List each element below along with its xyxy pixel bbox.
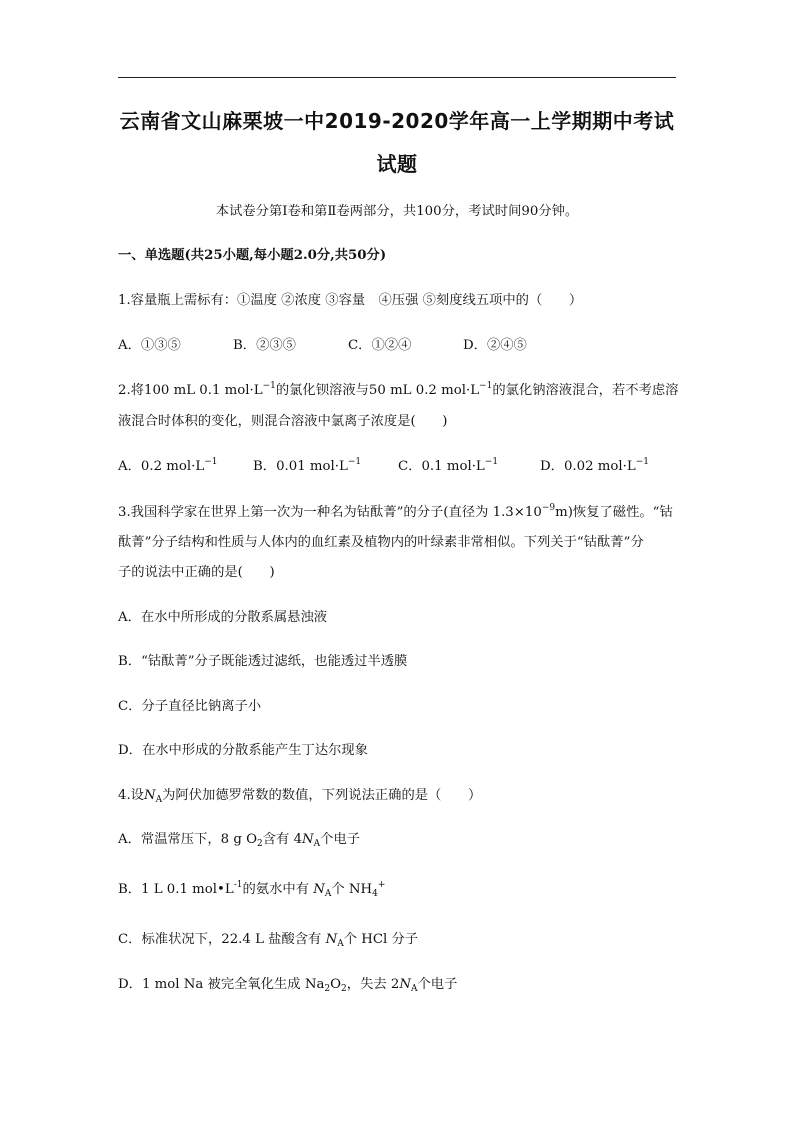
q1-option-b: B．②③⑤	[233, 338, 296, 353]
page-title-continued: 试题	[376, 152, 418, 176]
q4-superscript: +	[377, 880, 386, 890]
q4-subscript: A	[324, 889, 332, 899]
q2-text: 的氯化钡溶液与50 mL 0.2 mol·L	[275, 383, 480, 398]
section-heading: 一、单选题(共25小题,每小题2.0分,共50分)	[118, 248, 387, 263]
question-1-options	[118, 334, 527, 353]
q4-subscript: 2	[324, 984, 331, 994]
q2-exponent: −1	[479, 381, 493, 391]
q2-option-d	[540, 455, 649, 474]
q2-option-d-text: D．0.02 mol·L	[540, 459, 636, 474]
q2-option-c-text: C．0.1 mol·L	[398, 459, 485, 474]
q4-text: A．常温常压下，8 g O	[118, 832, 258, 847]
q2-option-b-text: B．0.01 mol·L	[253, 459, 348, 474]
q4-text: D．1 mol Na 被完全氧化生成 Na	[118, 977, 325, 992]
q2-exponent: −1	[484, 457, 499, 467]
q3-text: m)恢复了磁性。“钴	[555, 505, 673, 520]
q1-option-d: D．②④⑤	[463, 338, 527, 353]
q1-option-a: A．①③⑤	[118, 338, 181, 353]
question-4-stem	[118, 784, 481, 803]
q4-option-b	[118, 878, 385, 897]
q4-exponent: -1	[233, 880, 243, 890]
q4-symbol: N	[143, 788, 156, 803]
q4-symbol: N	[313, 882, 325, 897]
question-3-stem	[118, 501, 673, 520]
q3-option-d: D．在水中形成的分散系能产生丁达尔现象	[118, 743, 369, 758]
q2-exponent: −1	[347, 457, 362, 467]
q1-option-c: C．①②④	[348, 338, 412, 353]
q4-subscript: A	[411, 984, 418, 994]
q4-text: 含有 4	[262, 832, 303, 847]
q3-text: 3.我国科学家在世界上第一次为一种名为钴酞菁”的分子(直径为 1.3×10	[118, 505, 542, 520]
q3-option-b: B．“钴酞菁”分子既能透过滤纸，也能透过半透膜	[118, 654, 408, 669]
q4-text: O	[330, 977, 342, 992]
q4-subscript: A	[155, 795, 163, 805]
q4-text: 个 NH	[331, 882, 373, 897]
question-1-stem: 1.容量瓶上需标有：①温度 ②浓度 ③容量 ④压强 ⑤刻度线五项中的（ ）	[118, 293, 583, 308]
q2-option-b	[253, 455, 398, 474]
q4-text: 为阿伏加德罗常数的数值，下列说法正确的是（ ）	[162, 788, 482, 803]
question-3-stem-line2: 酞菁”分子结构和性质与人体内的血红素及植物内的叶绿素非常相似。下列关于“钴酞菁”分	[118, 535, 644, 550]
question-2-options	[118, 455, 649, 474]
q4-subscript: 2	[257, 839, 263, 849]
q4-symbol: N	[302, 832, 314, 847]
q2-option-a	[118, 455, 253, 474]
q2-exponent: −1	[262, 381, 276, 391]
q2-option-a-text: A．0.2 mol·L	[118, 459, 205, 474]
q4-subscript: A	[337, 939, 344, 949]
q4-text: 个电子	[417, 977, 458, 992]
q4-text: ，失去 2	[346, 977, 400, 992]
q2-exponent: −1	[204, 457, 218, 467]
q4-subscript: 4	[372, 889, 378, 899]
exam-intro: 本试卷分第Ⅰ卷和第Ⅱ卷两部分，共100分，考试时间90分钟。	[215, 204, 579, 219]
q3-exponent: −9	[541, 503, 556, 513]
q3-option-a: A．在水中所形成的分散系属悬浊液	[118, 610, 328, 625]
q3-option-c: C．分子直径比钠离子小	[118, 699, 262, 714]
q4-option-d	[118, 973, 457, 992]
q2-text: 2.将100 mL 0.1 mol·L	[118, 383, 263, 398]
q4-text: 个电子	[320, 832, 361, 847]
question-2-stem-line2: 液混合时体积的变化，则混合溶液中氯离子浓度是( )	[118, 414, 448, 429]
q4-symbol: N	[399, 977, 411, 992]
q4-subscript: 2	[341, 984, 347, 994]
page-title: 云南省文山麻栗坡一中2019-2020学年高一上学期期中考试	[119, 109, 675, 133]
q4-option-c	[118, 928, 418, 947]
q4-symbol: N	[325, 932, 338, 947]
q4-text: 的氨水中有	[242, 882, 309, 897]
question-3-stem-line3: 子的说法中正确的是( )	[118, 565, 275, 580]
q4-text: 4.设	[118, 788, 144, 803]
q4-subscript: A	[313, 839, 321, 849]
q4-text: B．1 L 0.1 mol•L	[118, 882, 234, 897]
question-2-stem	[118, 379, 678, 398]
q2-text: 的氯化钠溶液混合，若不考虑溶	[492, 383, 679, 398]
q4-text: 个 HCl 分子	[343, 932, 419, 947]
q4-text: C．标准状况下，22.4 L 盐酸含有	[118, 932, 322, 947]
q2-option-c	[398, 455, 540, 474]
q2-exponent: −1	[635, 457, 649, 467]
header-rule	[118, 77, 676, 78]
q4-option-a	[118, 828, 360, 847]
